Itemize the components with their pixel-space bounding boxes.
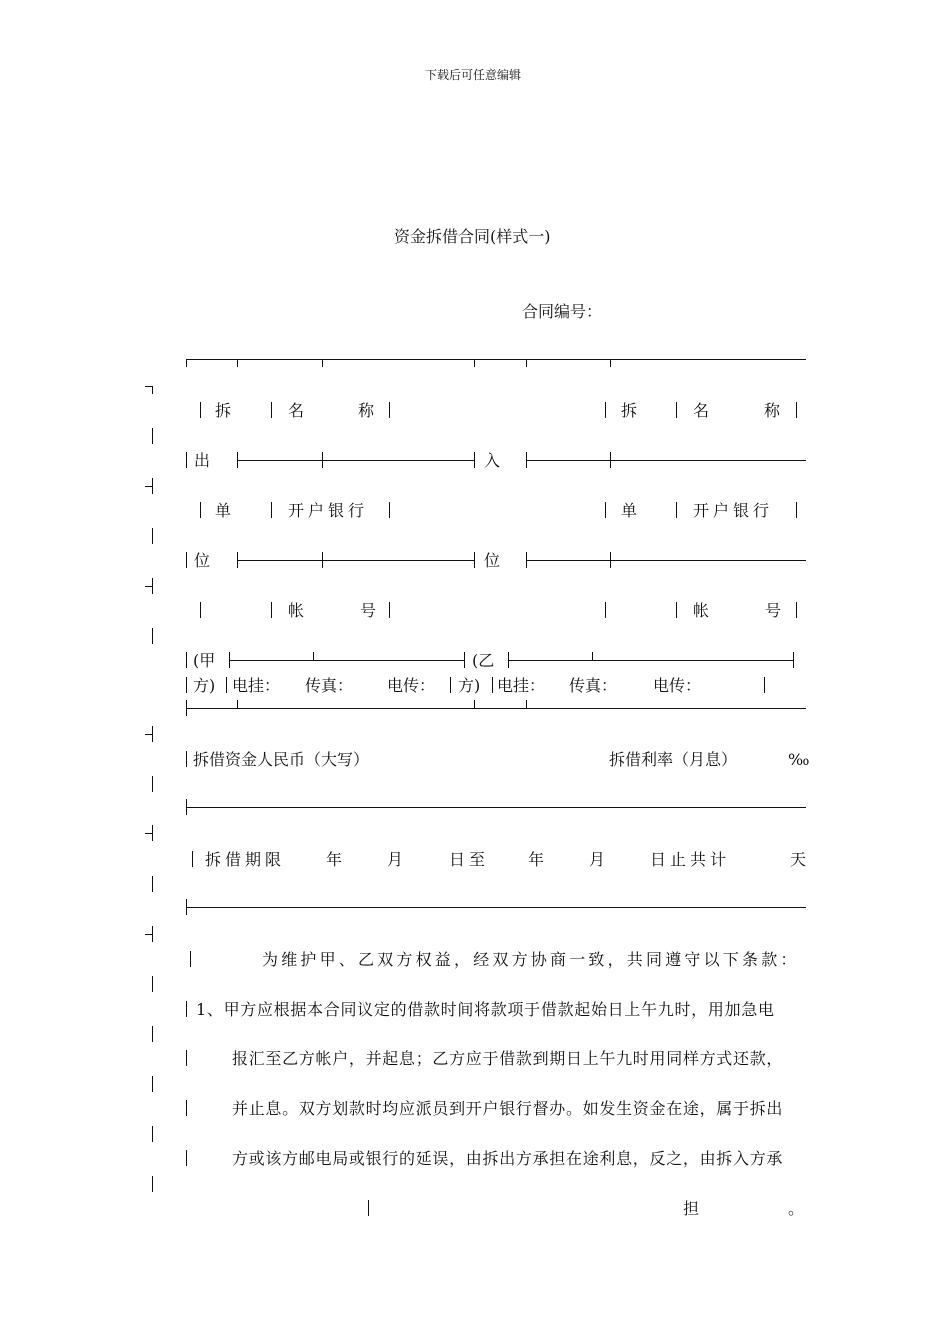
page-title: 资金拆借合同(样式一) (394, 227, 551, 246)
rate-unit: ‰ (788, 750, 810, 769)
clause-1-line-5-a: 担 (683, 1199, 700, 1218)
cell-bank-right: 开户银行 (693, 501, 774, 520)
clause-1-line-5-b: 。 (788, 1199, 805, 1218)
cell-yi-open: (乙 (472, 651, 495, 670)
cell-chu: 出 (194, 451, 211, 470)
cell-fax-left: 传真： (305, 676, 354, 695)
contract-number-label: 合同编号： (522, 302, 603, 321)
period-day-to: 日至 (449, 850, 490, 869)
cell-dan-left: 单 (215, 501, 232, 520)
cell-phone-left: 电挂： (232, 676, 281, 695)
cell-fax-right: 传真： (569, 676, 618, 695)
cell-wei-right: 位 (484, 551, 501, 570)
clause-intro: 为维护甲、乙双方权益，经双方协商一致，共同遵守以下条款： (262, 950, 800, 969)
clause-1-line-2: 报汇至乙方帐户，并起息；乙方应于借款到期日上午九时用同样方式还款， (232, 1049, 784, 1068)
cell-hao-left: 号 (360, 601, 377, 620)
cell-wei-left: 位 (194, 551, 211, 570)
period-month: 月 (387, 850, 404, 869)
period-day-end: 日止共计 (650, 850, 731, 869)
period-label: 拆借期限 (205, 850, 286, 869)
clause-1-line-1: 1、甲方应根据本合同议定的借款时间将款项于借款起始日上午九时，用加急电 (196, 1000, 775, 1019)
period-year2: 年 (528, 850, 545, 869)
cell-dan-right: 单 (621, 501, 638, 520)
rate-label: 拆借利率（月息） (609, 750, 738, 769)
cell-jia-open: (甲 (193, 651, 216, 670)
cell-hao-right: 号 (765, 601, 782, 620)
cell-fang-close-right: 方) (458, 676, 481, 695)
cell-fang-close-left: 方) (193, 676, 216, 695)
cell-phone-right: 电挂： (497, 676, 546, 695)
cell-telegram-right: 电传： (653, 676, 702, 695)
cell-ru: 入 (484, 451, 501, 470)
cell-name-left: 名 (288, 401, 305, 420)
period-year: 年 (326, 850, 343, 869)
amount-label: 拆借资金人民币（大写） (193, 750, 370, 769)
cell-cheng-left: 称 (358, 401, 375, 420)
clause-1-line-4: 方或该方邮电局或银行的延误，由拆出方承担在途利息，反之，由拆入方承 (232, 1149, 784, 1168)
cell-cheng-right: 称 (764, 401, 781, 420)
period-month2: 月 (589, 850, 606, 869)
cell-chai-left: 拆 (215, 401, 232, 420)
cell-zhang-right: 帐 (693, 601, 710, 620)
cell-zhang-left: 帐 (288, 601, 305, 620)
cell-chai-right: 拆 (621, 401, 638, 420)
clause-1-line-3: 并止息。双方划款时均应派员到开户银行督办。如发生资金在途，属于拆出 (232, 1099, 784, 1118)
period-days: 天 (790, 850, 807, 869)
header-note: 下载后可任意编辑 (425, 68, 522, 82)
cell-name-right: 名 (693, 401, 710, 420)
cell-telegram-left: 电传： (387, 676, 436, 695)
cell-bank-left: 开户银行 (288, 501, 369, 520)
